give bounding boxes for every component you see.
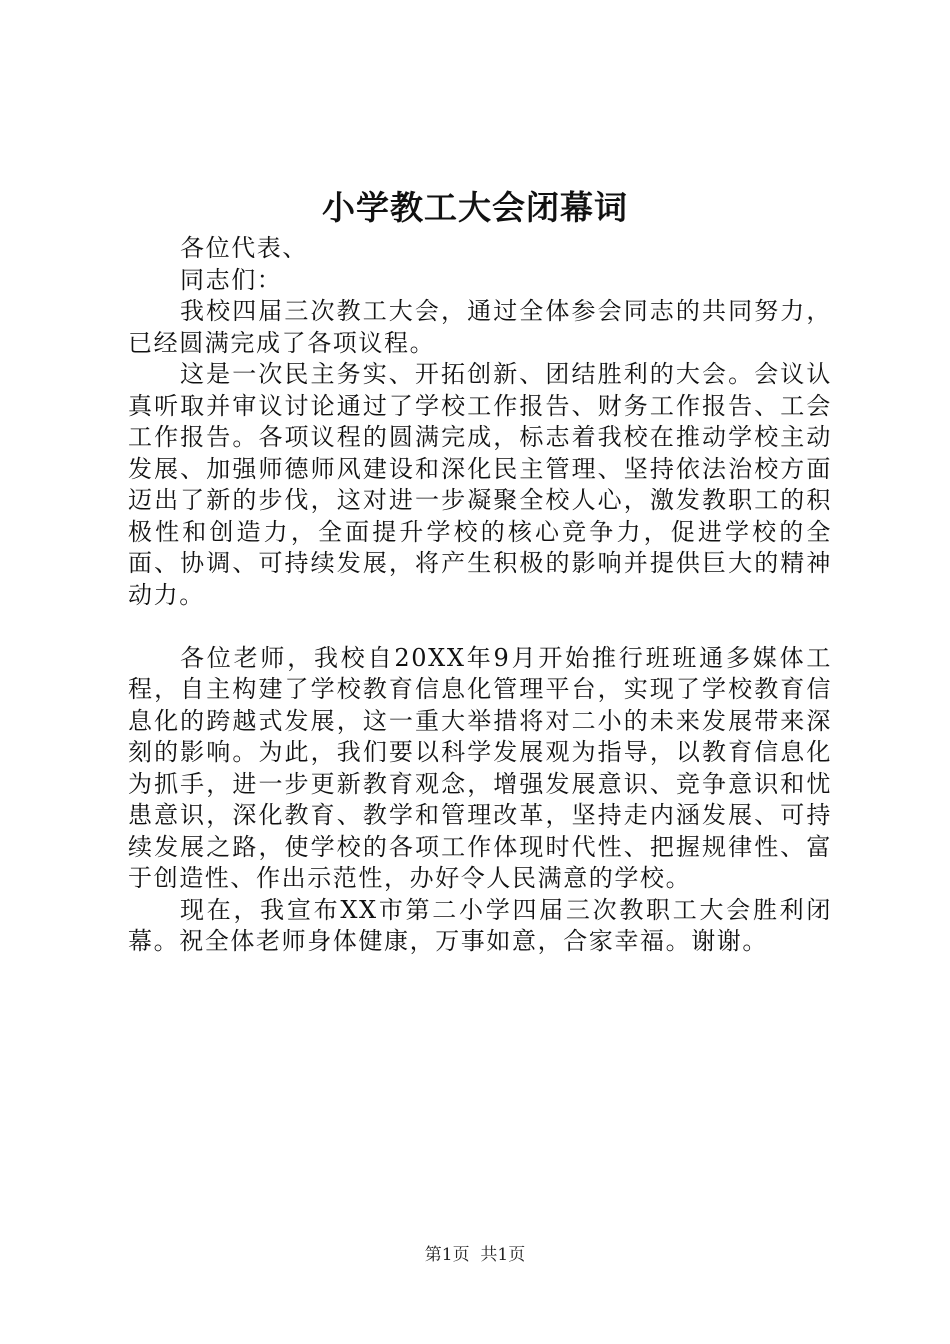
body-paragraph: 这是一次民主务实、开拓创新、团结胜利的大会。会议认真听取并审议讨论通过了学校工作报告、财务工作报告、工会工作报告。各项议程的圆满完成，标志着我校在推动学校主动发展、加强师德师风建设和深化民主管理、坚持依法治校方面迈出了新的步伐，这对进一步凝聚全校人心，激发教职工的积极性和创造力，全面提升学校的核心竞争力，促进学校的全面、协调、可持续发展，将产生积极的影响并提供巨大的精神动力。 xyxy=(128,360,832,609)
document-title: 小学教工大会闭幕词 xyxy=(322,188,628,227)
page-footer xyxy=(0,1243,950,1267)
page-number: 第1页 共1页 xyxy=(424,1245,526,1265)
salutation-line: 同志们： xyxy=(180,265,283,294)
salutation-line: 各位代表、 xyxy=(180,234,308,262)
body-paragraph: 现在，我宣布XX市第二小学四届三次教职工大会胜利闭幕。祝全体老师身体健康，万事如意，合家幸福。谢谢。 xyxy=(128,895,832,955)
paragraph-gap xyxy=(128,611,832,643)
body-paragraph: 我校四届三次教工大会，通过全体参会同志的共同努力，已经圆满完成了各项议程。 xyxy=(128,297,832,357)
body-paragraph: 各位老师，我校自20XX年9月开始推行班班通多媒体工程，自主构建了学校教育信息化管理平台，实现了学校教育信息化的跨越式发展，这一重大举措将对二小的未来发展带来深刻的影响。为此，我们要以科学发展观为指导，以教育信息化为抓手，进一步更新教育观念，增强发展意识、竞争意识和忧患意识，深化教育、教学和管理改革，坚持走内涵发展、可持续发展之路，使学校的各项工作体现时代性、把握规律性、富于创造性、作出示范性，办好令人民满意的学校。 xyxy=(128,643,832,892)
document-body xyxy=(128,233,832,958)
